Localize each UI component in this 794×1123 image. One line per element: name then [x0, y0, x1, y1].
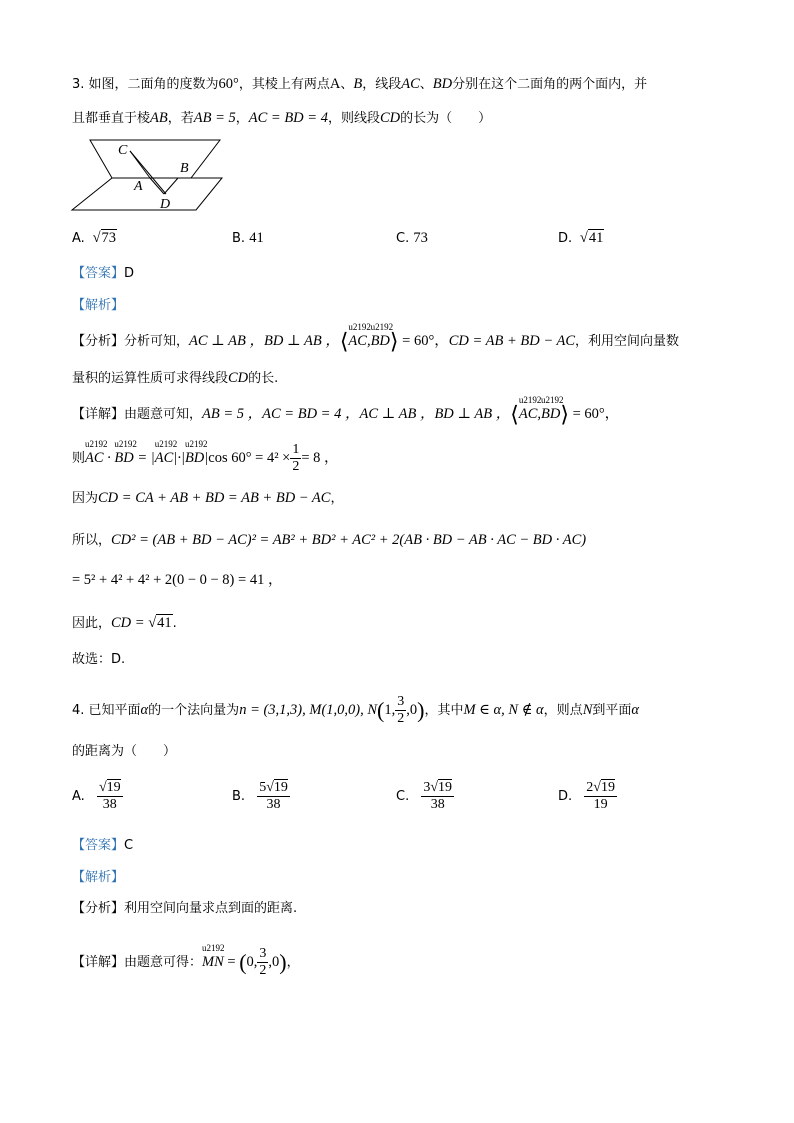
xiangjie-text: .	[172, 616, 177, 631]
q3-stem-text: 分别在这个二面角的两个面内，并	[452, 77, 648, 92]
option-letter: A.	[72, 789, 85, 804]
option-letter: C.	[396, 231, 410, 246]
angle-bracket-left: ⟨	[339, 328, 349, 354]
fraction-three-halves	[257, 946, 268, 979]
denominator: 38	[430, 797, 445, 812]
option-value	[257, 780, 290, 813]
alpha: α	[140, 702, 149, 718]
comma: ,	[537, 406, 541, 422]
answer-value: C	[124, 838, 134, 853]
xiangjie-text: 由题意可得：	[124, 955, 203, 970]
radicand: 19	[106, 780, 121, 795]
vec-ac: u2192 AC	[348, 331, 367, 351]
xiangjie-text: 所以，	[72, 533, 112, 548]
segment-bd	[164, 178, 178, 194]
q4-xiangjie	[72, 946, 300, 979]
analysis-tag: 【解析】	[72, 870, 125, 885]
q3-stem-text: ，线段	[362, 77, 402, 92]
answer-value: D	[124, 266, 135, 281]
q3-option-c[interactable]	[396, 228, 428, 249]
q4-option-b[interactable]	[232, 780, 290, 813]
q3-stem-line2	[72, 108, 491, 129]
coord: 1,	[384, 702, 396, 718]
option-letter: B.	[232, 789, 246, 804]
q3-seg-cd: CD	[379, 110, 401, 126]
xiangjie-math: CD = CA + AB + BD = AB + BD − AC	[98, 490, 331, 506]
paren-right: )	[417, 697, 425, 723]
xiangjie-text: 故选：D.	[72, 652, 126, 667]
abs: |·|	[173, 450, 185, 466]
numerator: 3√19	[423, 780, 453, 795]
vec-bd: u2192 BD	[114, 448, 133, 468]
denominator: 38	[266, 797, 281, 812]
option-value	[584, 780, 617, 813]
angle-bracket-right: ⟩	[560, 401, 569, 427]
q4-stem-line1	[72, 694, 639, 727]
q3-answer	[72, 264, 134, 284]
radicand: 19	[438, 780, 453, 795]
option-letter: B.	[232, 231, 246, 246]
label-c: C	[118, 143, 128, 158]
radicand: 19	[273, 780, 288, 795]
q4-stem-line2	[72, 742, 176, 762]
q3-cond2: AC = BD = 4	[248, 110, 328, 126]
paren-right: )	[279, 949, 287, 975]
numerator: 3	[397, 694, 405, 709]
xiangjie-math: CD =	[111, 615, 149, 631]
answer-tag: 【答案】	[72, 266, 125, 281]
q3-sep: 、	[419, 77, 433, 92]
option-letter: D.	[558, 231, 573, 246]
xiangjie-math: = 5² + 4² + 4² + 2(0 − 0 − 8) = 41 ，	[72, 572, 283, 588]
q3-stem-text: ，	[235, 111, 249, 126]
vec-ac: u2192 AC	[85, 448, 104, 468]
option-value	[97, 780, 123, 813]
q3-option-d[interactable]	[558, 228, 604, 249]
point-n: N	[582, 702, 593, 718]
fraction-half	[290, 442, 301, 475]
xiangjie-tag: 【详解】	[72, 407, 125, 422]
radicand: 19	[600, 780, 615, 795]
q3-option-b[interactable]	[232, 228, 264, 249]
sqrt-41: √41	[148, 615, 172, 631]
q4-option-c[interactable]	[396, 780, 454, 813]
fraction-three-halves	[395, 694, 406, 727]
upper-plane	[90, 140, 220, 178]
option-letter: D.	[558, 789, 573, 804]
q3-seg-bd: BD	[432, 76, 453, 92]
q4-stem-text: 4. 已知平面	[72, 703, 141, 718]
option-value: 73	[413, 230, 428, 246]
comma: ,	[366, 333, 371, 349]
option-value: √73	[88, 230, 117, 246]
xiangjie-text: 因此，	[72, 616, 112, 631]
segment-ad	[150, 178, 164, 194]
radicand: 41	[157, 615, 172, 631]
coef: 2	[586, 780, 594, 795]
denominator: 2	[292, 459, 300, 474]
equals: = |	[133, 450, 155, 466]
q3-point-a: A	[329, 76, 341, 92]
q4-stem-math: n = (3,1,3), M(1,0,0), N	[239, 702, 378, 718]
q3-stem-line1	[72, 74, 647, 95]
coef: 5	[259, 780, 267, 795]
numerator: 2√19	[586, 780, 615, 795]
q3-xiangjie-line1	[72, 401, 620, 427]
xiangjie-text: 因为	[72, 491, 99, 506]
radicand: 73	[101, 230, 117, 246]
q4-stem-text: ，其中	[424, 703, 464, 718]
vec-mn: u2192 MN	[202, 952, 224, 972]
xiangjie-math: = 8 ，	[301, 450, 339, 466]
option-value: 41	[249, 230, 264, 246]
vec-bd: u2192 BD	[185, 448, 204, 468]
q3-stem-text: 且都垂直于棱	[72, 111, 151, 126]
cd-squared: CD² = (AB + BD − AC)² = AB² + BD² + AC² + 2(AB · BD − AB · AC − BD · AC)	[111, 532, 587, 548]
answer-tag: 【答案】	[72, 838, 125, 853]
angle-value: = 60°，	[568, 406, 620, 422]
alpha: α	[631, 702, 639, 718]
vector-equation: CD = AB + BD − AC	[448, 333, 576, 349]
fenxi-tag: 【分析】	[72, 334, 125, 349]
seg-cd: CD	[228, 370, 249, 386]
q3-sep: 、	[340, 77, 354, 92]
fenxi-text: 量积的运算性质可求得线段	[72, 371, 229, 386]
q3-analysis-heading	[72, 296, 124, 316]
q3-xiangjie-line5	[72, 570, 282, 591]
fenxi-tag: 【分析】	[72, 901, 125, 916]
analysis-tag: 【解析】	[72, 298, 125, 313]
vec-ac: u2192 AC	[519, 404, 538, 424]
vec-bd: u2192 BD	[541, 404, 560, 424]
q3-option-a[interactable]	[72, 228, 117, 249]
q3-xiangjie-line2	[72, 442, 339, 475]
q3-xiangjie-line4	[72, 530, 586, 551]
q3-stem-text: ，若	[167, 111, 194, 126]
coord: ,0	[406, 702, 418, 718]
numerator: 5√19	[259, 780, 288, 795]
coord: ,0	[268, 954, 280, 970]
fenxi-text: 的长.	[248, 371, 279, 386]
q3-angle: 60°	[218, 76, 239, 92]
q4-answer	[72, 836, 133, 856]
radicand: 41	[588, 230, 604, 246]
denominator: 2	[259, 963, 267, 978]
angle-value: = 60°，	[398, 333, 449, 349]
label-b: B	[180, 161, 189, 176]
vec-bd: u2192 BD	[371, 331, 390, 351]
xiangjie-text: 则	[72, 451, 86, 466]
fenxi-text: 分析可知，	[124, 334, 190, 349]
numerator: 3	[259, 946, 267, 961]
q4-stem-text: 的距离为（ ）	[72, 744, 177, 759]
coef: 3	[423, 780, 431, 795]
q4-analysis-heading	[72, 868, 124, 888]
abs: |	[204, 450, 209, 466]
q3-stem-text: ，其棱上有两点	[238, 77, 330, 92]
q4-cond: M ∈ α, N ∉ α	[463, 702, 544, 718]
q3-seg-ab: AB	[150, 110, 168, 126]
fenxi-math: AC ⊥ AB ，BD ⊥ AB ，	[189, 333, 340, 349]
option-value: √41	[576, 230, 604, 246]
dihedral-angle-figure	[68, 136, 230, 214]
q3-fenxi-line2	[72, 368, 278, 389]
q4-stem-text: 到平面	[592, 703, 632, 718]
xiangjie-text: ，	[286, 955, 300, 970]
fenxi-text: ，利用空间向量数	[575, 334, 680, 349]
xiangjie-text: 由题意可知，	[124, 407, 203, 422]
q3-seg-ac: AC	[401, 76, 420, 92]
q3-point-b: B	[353, 76, 363, 92]
q3-xiangjie-line6	[72, 613, 177, 634]
q3-fenxi-line1	[72, 328, 680, 354]
equals: =	[223, 954, 240, 970]
numerator: 1	[292, 442, 300, 457]
xiangjie-text: ，	[330, 491, 344, 506]
q3-xiangjie-line3	[72, 488, 343, 509]
q4-option-a[interactable]	[72, 780, 123, 813]
q4-stem-text: 的一个法向量为	[148, 703, 240, 718]
label-a: A	[134, 179, 143, 194]
q3-cond1: AB = 5	[193, 110, 236, 126]
q4-fenxi	[72, 899, 297, 919]
label-d: D	[160, 197, 171, 212]
q4-stem-text: ，则点	[543, 703, 583, 718]
q3-xiangjie-line7	[72, 650, 125, 670]
xiangjie-math: cos 60° = 4² ×	[208, 450, 291, 466]
lower-plane	[72, 178, 222, 210]
fenxi-text: 利用空间向量求点到面的距离.	[124, 901, 298, 916]
vec-ac: u2192 AC	[155, 448, 174, 468]
denominator: 19	[593, 797, 608, 812]
denominator: 38	[102, 797, 117, 812]
angle-bracket-left: ⟨	[510, 401, 519, 427]
angle-bracket-right: ⟩	[389, 328, 399, 354]
option-letter: A.	[72, 231, 85, 246]
q4-option-d[interactable]	[558, 780, 617, 813]
paren-left: (	[239, 949, 247, 975]
q3-stem-text: 3. 如图，二面角的度数为	[72, 77, 219, 92]
coord: 0,	[246, 954, 258, 970]
paren-left: (	[377, 697, 385, 723]
denominator: 2	[397, 711, 405, 726]
option-letter: C.	[396, 789, 410, 804]
q3-stem-text: ，则线段	[327, 111, 380, 126]
xiangjie-math: AB = 5 ，AC = BD = 4 ，AC ⊥ AB ，BD ⊥ AB ，	[202, 406, 511, 422]
dot: ·	[103, 450, 115, 466]
option-value	[421, 780, 454, 813]
q3-stem-text: 的长为（ ）	[400, 111, 492, 126]
xiangjie-tag: 【详解】	[72, 955, 125, 970]
numerator: √19	[98, 780, 121, 795]
